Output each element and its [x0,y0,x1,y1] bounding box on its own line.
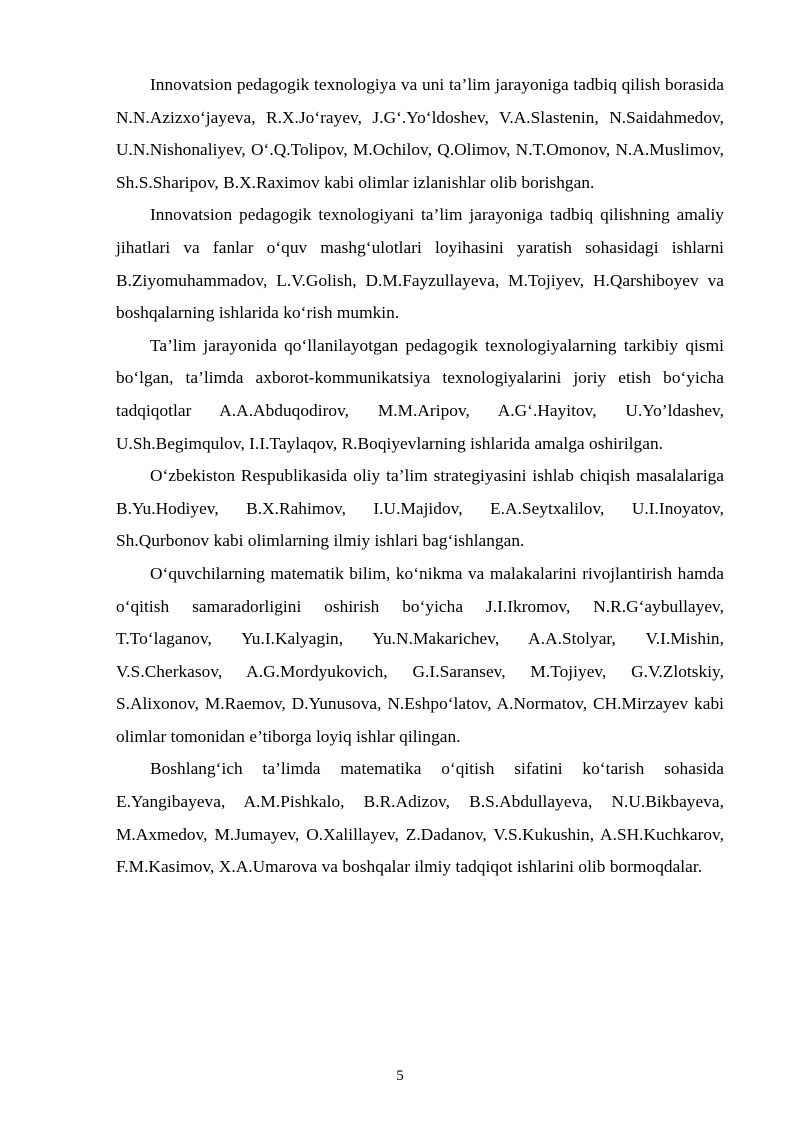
page-body [116,69,724,884]
paragraph-2: Innovatsion pedagogik texnologiyani ta’lim jarayoniga tadbiq qilishning amaliy jihatlari va fanlar o‘quv mashg‘ulotlari loyihasini yaratish sohasidagi ishlarni B.Ziyomuhammadov, L.V.Golish, D.M.Fayzullayeva, M.Tojiyev, H.Qarshiboyev va boshqalarning ishlarida ko‘rish mumkin. [116,205,724,323]
paragraph-5: O‘quvchilarning matematik bilim, ko‘nikma va malakalarini rivojlantirish hamda o‘qitish samaradorligini oshirish bo‘yicha J.I.Ikromov, N.R.G‘aybullayev, T.To‘laganov, Yu.I.Kalyagin, Yu.N.Makarichev, A.A.Stolyar, V.I.Mishin, V.S.Cherkasov, A.G.Mordyukovich, G.I.Saransev, M.Tojiyev, G.V.Zlotskiy, S.Alixonov, M.Raemov, D.Yunusova, N.Eshpo‘latov, A.Normatov, CH.Mirzayev kabi olimlar tomonidan e’tiborga loyiq ishlar qilingan. [116,563,724,746]
paragraph-6: Boshlang‘ich ta’limda matematika o‘qitish sifatini ko‘tarish sohasida E.Yangibayeva, A.M.Pishkalo, B.R.Adizov, B.S.Abdullayeva, N.U.Bikbayeva, M.Axmedov, M.Jumayev, O.Xalillayev, Z.Dadanov, V.S.Kukushin, A.SH.Kuchkarov, F.M.Kasimov, X.A.Umarova va boshqalar ilmiy tadqiqot ishlarini olib bormoqdalar. [116,759,724,877]
paragraph-4: O‘zbekiston Respublikasida oliy ta’lim strategiyasini ishlab chiqish masalalariga B.Yu.Hodiyev, B.X.Rahimov, I.U.Majidov, E.A.Seytxalilov, U.I.Inoyatov, Sh.Qurbonov kabi olimlarning ilmiy ishlari bag‘ishlangan. [116,466,724,551]
paragraph-1: Innovatsion pedagogik texnologiya va uni ta’lim jarayoniga tadbiq qilish borasida N.N.Azizxo‘jayeva, R.X.Jo‘rayev, J.G‘.Yo‘ldoshev, V.A.Slastenin, N.Saidahmedov, U.N.Nishonaliyev, O‘.Q.Tolipov, M.Ochilov, Q.Olimov, N.T.Omonov, N.A.Muslimov, Sh.S.Sharipov, B.X.Raximov kabi olimlar izlanishlar olib borishgan. [116,75,724,192]
page-number: 5 [396,1068,404,1084]
paragraph-3: Ta’lim jarayonida qo‘llanilayotgan pedagogik texnologiyalarning tarkibiy qismi bo‘lgan, ta’limda axborot-kommunikatsiya texnologiyalarini joriy etish bo‘yicha tadqiqotlar A.A.Abduqodirov, M.M.Aripov, A.G‘.Hayitov, U.Yo’ldashev, U.Sh.Begimqulov, I.I.Taylaqov, R.Boqiyevlarning ishlarida amalga oshirilgan. [116,335,724,453]
